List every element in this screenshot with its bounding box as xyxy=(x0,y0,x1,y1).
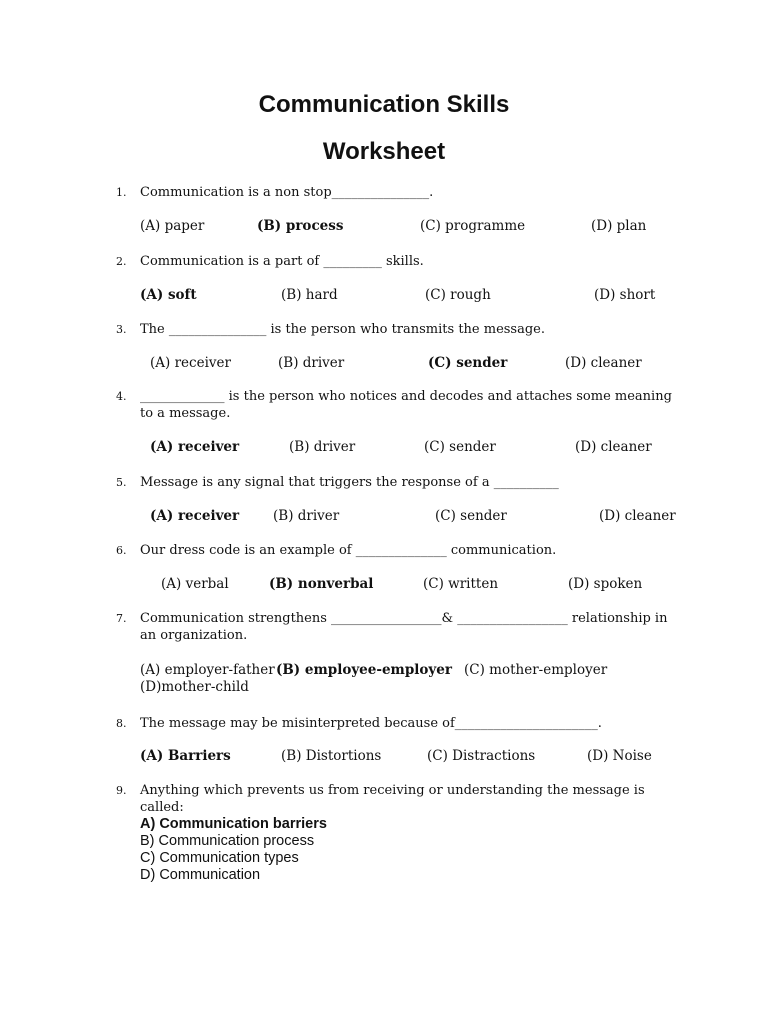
question-text: Communication strengthens _________________& _________________ relationship in an organization. xyxy=(140,611,668,643)
question-number: 1. xyxy=(116,186,127,199)
option-b: B) Communication process xyxy=(140,833,315,849)
option-d: (D) Noise xyxy=(587,748,652,764)
option-c: (C) sender xyxy=(435,508,507,524)
option-d: (D) short xyxy=(594,287,656,303)
worksheet-subtitle: Worksheet xyxy=(322,138,446,165)
option-b: (B) driver xyxy=(278,355,345,371)
question-number: 2. xyxy=(116,255,127,268)
option-b-answer: (B) employee-employer xyxy=(276,662,452,678)
option-c: (C) rough xyxy=(425,287,491,303)
question-text: _____________ is the person who notices and decodes and attaches some meaning to a message. xyxy=(140,389,672,421)
question-number: 9. xyxy=(116,784,127,797)
option-d: (D) cleaner xyxy=(575,439,652,455)
option-c: (C) sender xyxy=(424,439,496,455)
option-b: (B) driver xyxy=(273,508,340,524)
option-b: (B) Distortions xyxy=(281,748,382,764)
worksheet-title: Communication Skills xyxy=(258,91,510,118)
option-c: (C) mother-employer xyxy=(464,662,608,678)
option-c-answer: (C) sender xyxy=(428,355,508,371)
question-text: Communication is a part of _________ skills. xyxy=(140,254,424,269)
question-number: 5. xyxy=(116,476,127,489)
option-d: (D) spoken xyxy=(568,576,643,592)
question-text: Communication is a non stop_______________. xyxy=(140,185,434,200)
question-text: Our dress code is an example of ______________ communication. xyxy=(140,543,557,558)
option-c: (C) programme xyxy=(420,218,526,234)
option-b-answer: (B) process xyxy=(257,218,344,234)
option-d: D) Communication xyxy=(140,867,261,883)
option-b: (B) driver xyxy=(289,439,356,455)
question-number: 4. xyxy=(116,390,127,403)
option-a-answer: (A) Barriers xyxy=(140,748,231,764)
question-number: 8. xyxy=(116,717,127,730)
question-text: Message is any signal that triggers the response of a __________ xyxy=(140,475,559,490)
option-d: (D) cleaner xyxy=(565,355,642,371)
option-a: (A) paper xyxy=(140,218,205,234)
option-c: C) Communication types xyxy=(140,850,299,866)
option-b: (B) hard xyxy=(281,287,338,303)
question-text: The _______________ is the person who transmits the message. xyxy=(140,322,546,337)
option-a-answer: (A) soft xyxy=(140,287,197,303)
option-d: (D) plan xyxy=(591,218,647,234)
option-c: (C) Distractions xyxy=(427,748,536,764)
question-number: 6. xyxy=(116,544,127,557)
question-number: 7. xyxy=(116,612,127,625)
option-c: (C) written xyxy=(423,576,499,592)
option-d: (D)mother-child xyxy=(140,679,249,695)
option-d: (D) cleaner xyxy=(599,508,676,524)
option-a: (A) employer-father xyxy=(140,662,275,678)
question-text: The message may be misinterpreted because of______________________. xyxy=(140,716,602,731)
option-a-answer: (A) receiver xyxy=(150,439,240,455)
option-a-answer: (A) receiver xyxy=(150,508,240,524)
option-a: (A) verbal xyxy=(161,576,229,592)
option-a: (A) receiver xyxy=(150,355,231,371)
option-b-answer: (B) nonverbal xyxy=(269,576,374,592)
question-number: 3. xyxy=(116,323,127,336)
option-a-answer: A) Communication barriers xyxy=(140,816,327,832)
question-text: Anything which prevents us from receiving or understanding the message is called: xyxy=(140,783,645,815)
